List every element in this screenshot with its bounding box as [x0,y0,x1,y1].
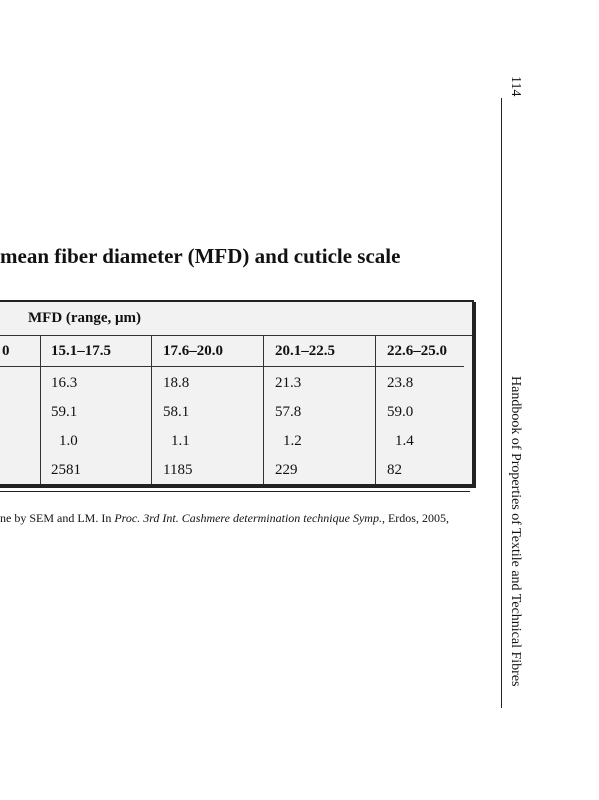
table-bottom-rule [0,491,470,492]
column-header-partial: 0 [2,343,10,359]
table-cell: 59.0 [387,404,414,420]
running-header: Handbook of Properties of Textile and Technical Fibres [508,376,523,687]
column-header: 17.6–20.0 [163,343,223,359]
footnote-text-end: , Erdos, 2005, [381,511,449,525]
column-header: 22.6–25.0 [387,343,447,359]
column-divider [40,335,41,484]
margin-rule [501,98,502,708]
table-cell: 1.4 [395,433,414,449]
column-header: 15.1–17.5 [51,343,111,359]
table-cell: 2581 [51,462,81,478]
table-cell: 57.8 [275,404,302,420]
data-table [0,300,474,486]
mfd-group-header: MFD (range, μm) [28,310,142,326]
table-cell: 1.2 [283,433,302,449]
column-divider [375,335,376,484]
footnote-text: ne by SEM and LM. In [0,511,115,525]
table-cell: 1.0 [59,433,78,449]
table-cell: 229 [275,462,298,478]
column-header: 20.1–22.5 [275,343,335,359]
table-cell: 16.3 [51,375,78,391]
table-cell: 59.1 [51,404,78,420]
table-cell: 21.3 [275,375,302,391]
table-cell: 82 [387,462,402,478]
table-cell: 18.8 [163,375,190,391]
table-cell: 1.1 [171,433,190,449]
table-title: mean fiber diameter (MFD) and cuticle scale [0,244,401,268]
table-cell: 58.1 [163,404,190,420]
page-number: 114 [508,76,523,97]
column-divider [263,335,264,484]
table-cell: 23.8 [387,375,414,391]
column-header-rule [0,366,464,367]
table-footnote [0,511,449,526]
footnote-citation: Proc. 3rd Int. Cashmere determination technique Symp. [114,511,382,525]
column-divider [151,335,152,484]
group-header-rule [0,335,472,336]
table-cell: 1185 [163,462,193,478]
